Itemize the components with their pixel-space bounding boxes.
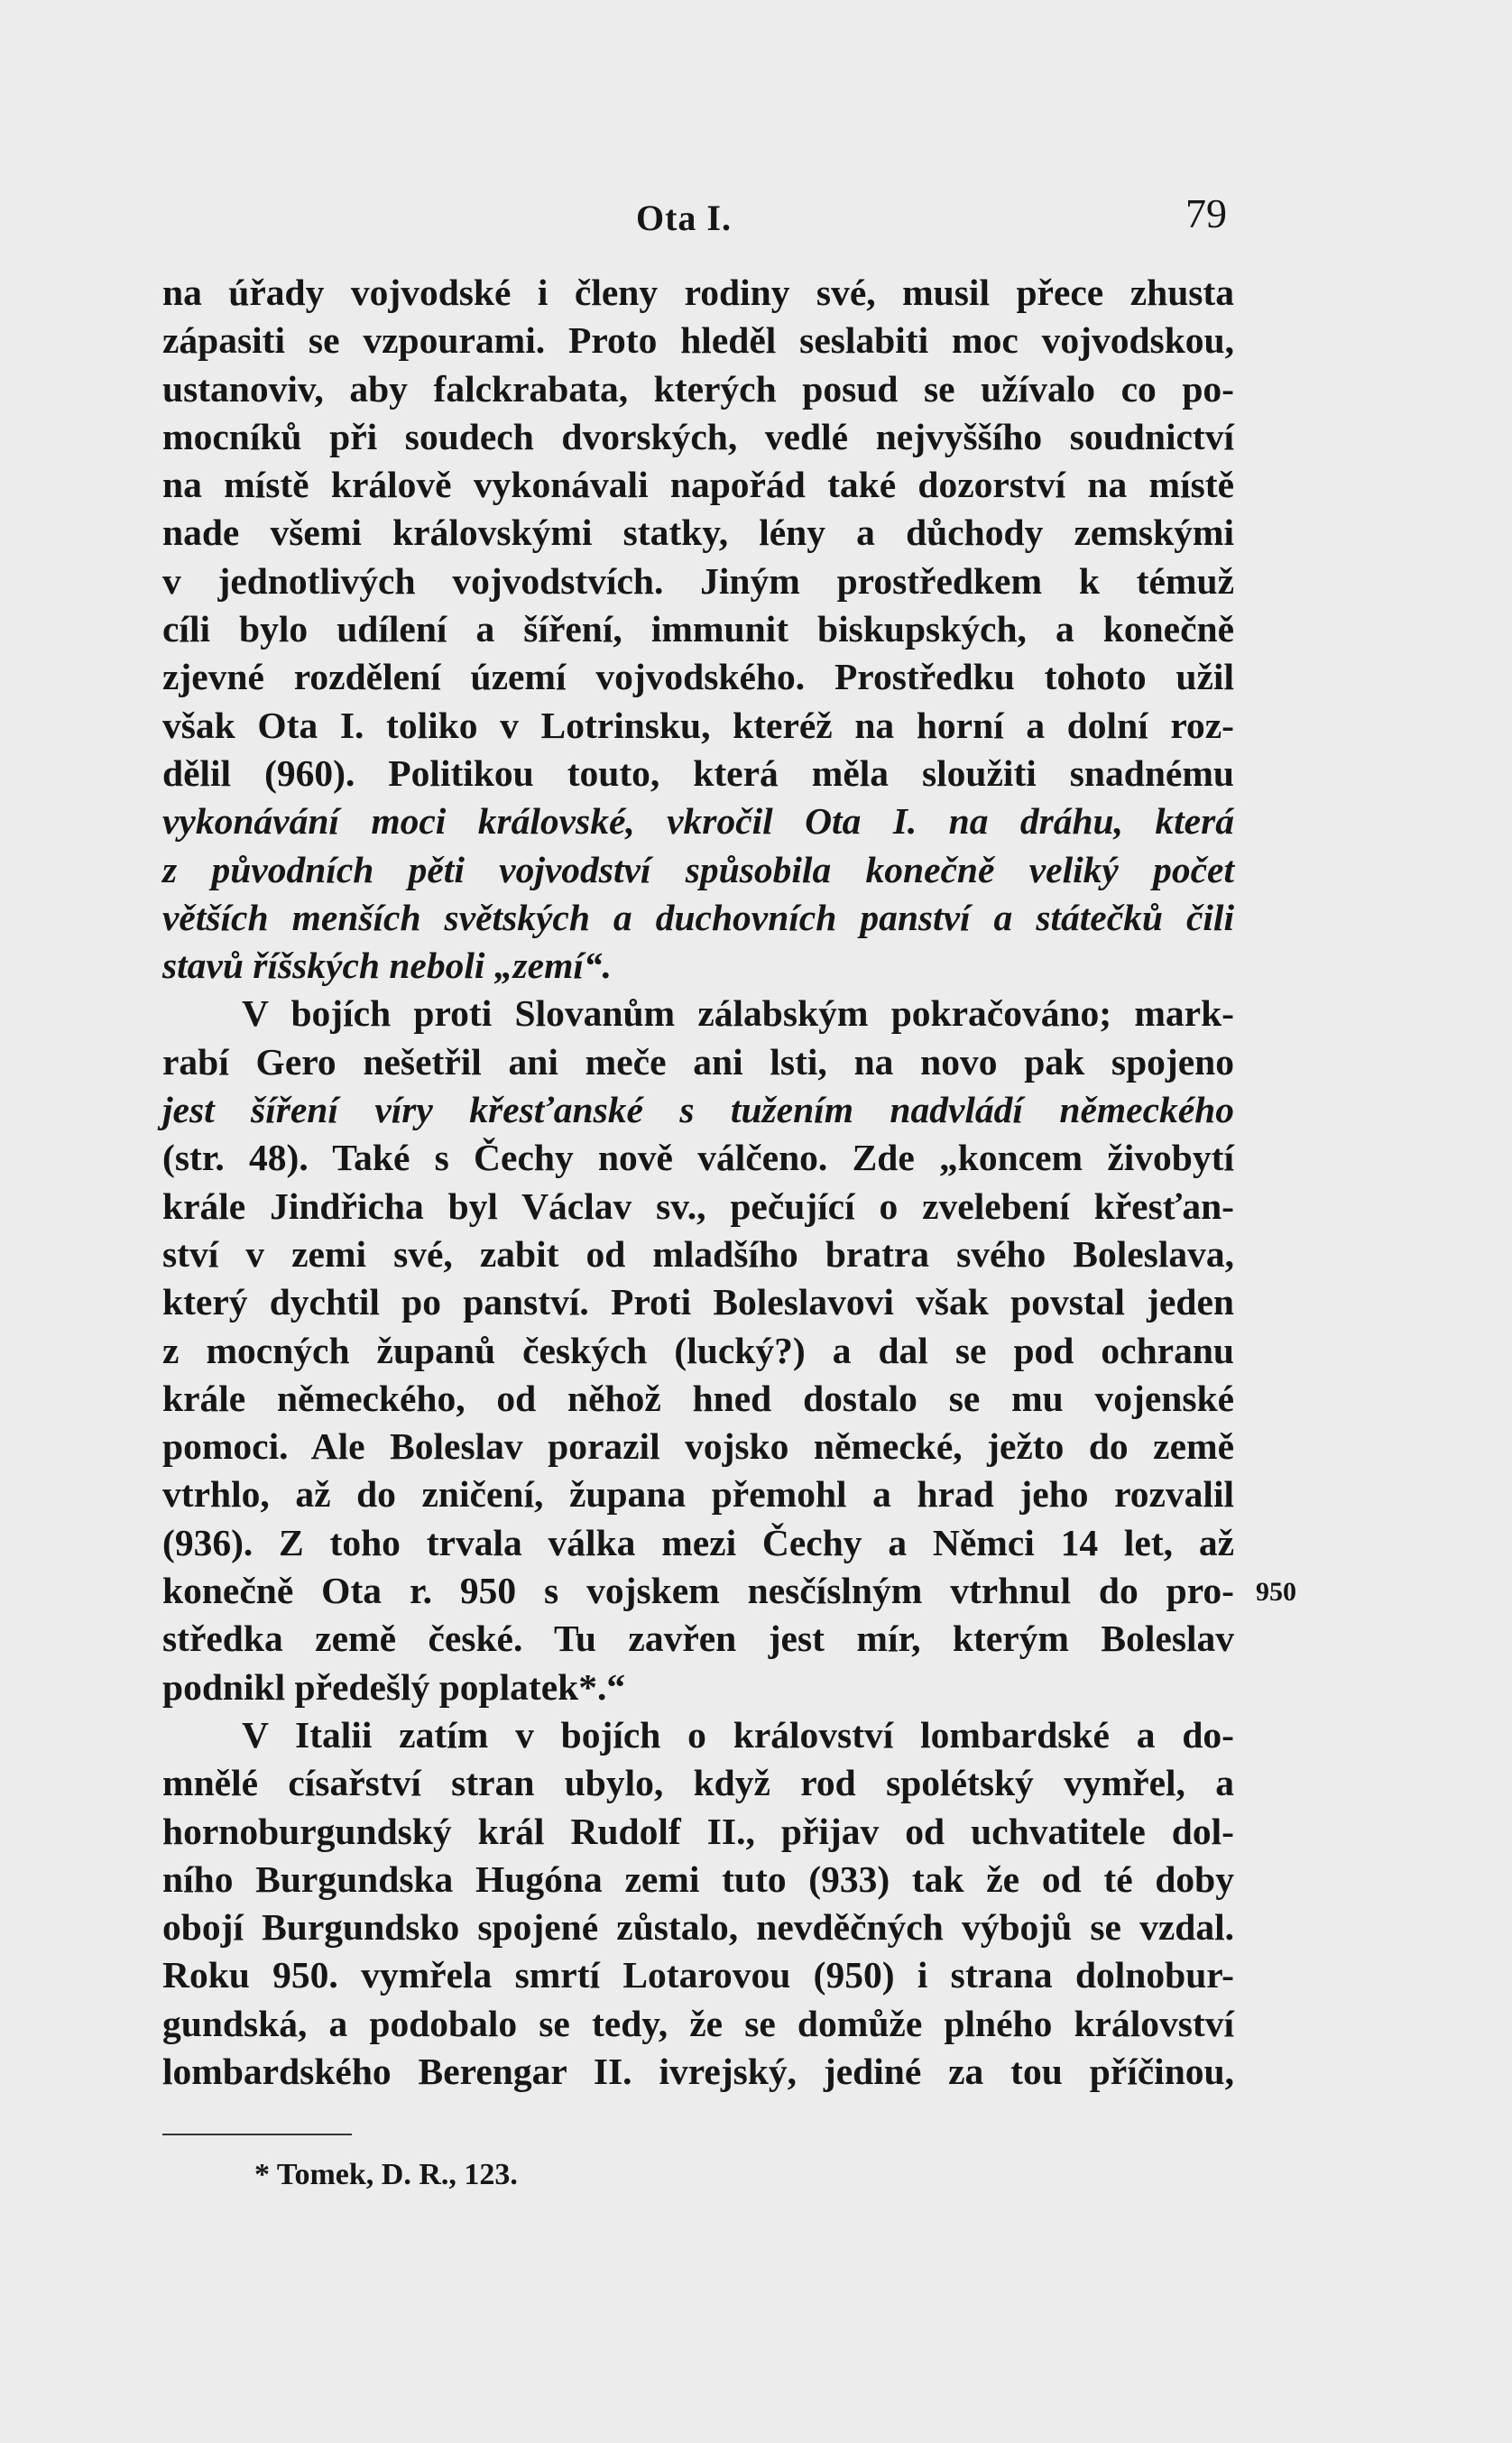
text-line: jest šíření víry křesťanské s tužením nadvládí německého	[162, 1089, 1234, 1131]
text-line: zápasiti se vzpourami. Proto hleděl seslabiti moc vojvodskou,	[162, 319, 1234, 362]
text-line: mocníků při soudech dvorských, vedlé nejvyššího soudnictví	[162, 415, 1234, 457]
page-header	[162, 189, 1227, 244]
text-line: mnělé císařství stran ubylo, když rod spolétský vymřel, a	[162, 1762, 1234, 1804]
text-line: lombardského Berengar II. ivrejský, jediné za tou příčinou,	[162, 2050, 1234, 2092]
text-line: který dychtil po panství. Proti Boleslavovi však povstal jeden	[162, 1281, 1234, 1323]
text-line: v jednotlivých vojvodstvích. Jiným prostředkem k témuž	[162, 559, 1234, 602]
margin-year-note: 950	[1256, 1577, 1296, 1607]
text-line: Roku 950. vymřela smrtí Lotarovou (950) i strana dolnobur-	[162, 1954, 1234, 1996]
text-line: konečně Ota r. 950 s vojskem nesčíslným vtrhnul do pro-	[162, 1570, 1234, 1612]
text-line: podnikl předešlý poplatek*.“	[162, 1665, 626, 1708]
running-title: Ota I.	[636, 198, 732, 238]
text-line: (str. 48). Také s Čechy nově válčeno. Zde „koncem živobytí	[162, 1137, 1234, 1179]
footnote-divider	[162, 2134, 352, 2135]
text-line: krále Jindřicha byl Václav sv., pečující o zvelebení křesťan-	[162, 1185, 1234, 1227]
text-line: V bojích proti Slovanům zálabským pokračováno; mark-	[242, 992, 1234, 1035]
text-line: pomoci. Ale Boleslav porazil vojsko německé, ježto do země	[162, 1425, 1234, 1468]
text-line: z původních pěti vojvodství spůsobila konečně veliký počet	[162, 848, 1234, 890]
text-line: na úřady vojvodské i členy rodiny své, musil přece zhusta	[162, 272, 1234, 313]
page-number: 79	[1185, 190, 1227, 236]
text-line: hornoburgundský král Rudolf II., přijav od uchvatitele dol-	[162, 1810, 1234, 1852]
text-line: ního Burgundska Hugóna zemi tuto (933) tak že od té doby	[162, 1858, 1234, 1900]
text-line: však Ota I. toliko v Lotrinsku, kteréž na horní a dolní roz-	[162, 704, 1234, 746]
text-line: gundská, a podobalo se tedy, že se domůže plného království	[162, 2002, 1234, 2044]
text-line: z mocných županů českých (lucký?) a dal se pod ochranu	[162, 1329, 1234, 1371]
text-line: zjevné rozdělení území vojvodského. Prostředku tohoto užil	[162, 656, 1234, 698]
text-line: stavů říšských neboli „zemí“.	[162, 945, 613, 987]
text-line: dělil (960). Politikou touto, která měla sloužiti snadnému	[162, 751, 1234, 794]
text-line: krále německého, od něhož hned dostalo se mu vojenské	[162, 1377, 1234, 1419]
text-line: cíli bylo udílení a šíření, immunit biskupských, a konečně	[162, 608, 1234, 650]
footnote: * Tomek, D. R., 123.	[254, 2158, 518, 2191]
text-line: (936). Z toho trvala válka mezi Čechy a Němci 14 let, až	[162, 1521, 1234, 1563]
text-line: vtrhlo, až do zničení, župana přemohl a hrad jeho rozvalil	[162, 1473, 1234, 1516]
text-line: větších menších světských a duchovních panství a státečků čili	[162, 896, 1234, 938]
text-line: na místě králově vykonávali napořád také dozorství na místě	[162, 464, 1234, 506]
text-line: V Italii zatím v bojích o království lombardské a do-	[242, 1713, 1234, 1756]
body-text	[162, 269, 1234, 2096]
text-line: ství v zemi své, zabit od mladšího bratra svého Boleslava,	[162, 1232, 1234, 1275]
text-line: ustanoviv, aby falckrabata, kterých posud se užívalo co po-	[162, 367, 1234, 410]
text-line: vykonávání moci královské, vkročil Ota I. na dráhu, která	[162, 800, 1234, 843]
text-line: středka země české. Tu zavřen jest mír, kterým Boleslav	[162, 1618, 1234, 1660]
text-line: obojí Burgundsko spojené zůstalo, nevděčných výbojů se vzdal.	[162, 1906, 1234, 1949]
text-line: nade všemi královskými statky, lény a důchody zemskými	[162, 512, 1234, 554]
text-line: rabí Gero nešetřil ani meče ani lsti, na novo pak spojeno	[162, 1040, 1234, 1083]
